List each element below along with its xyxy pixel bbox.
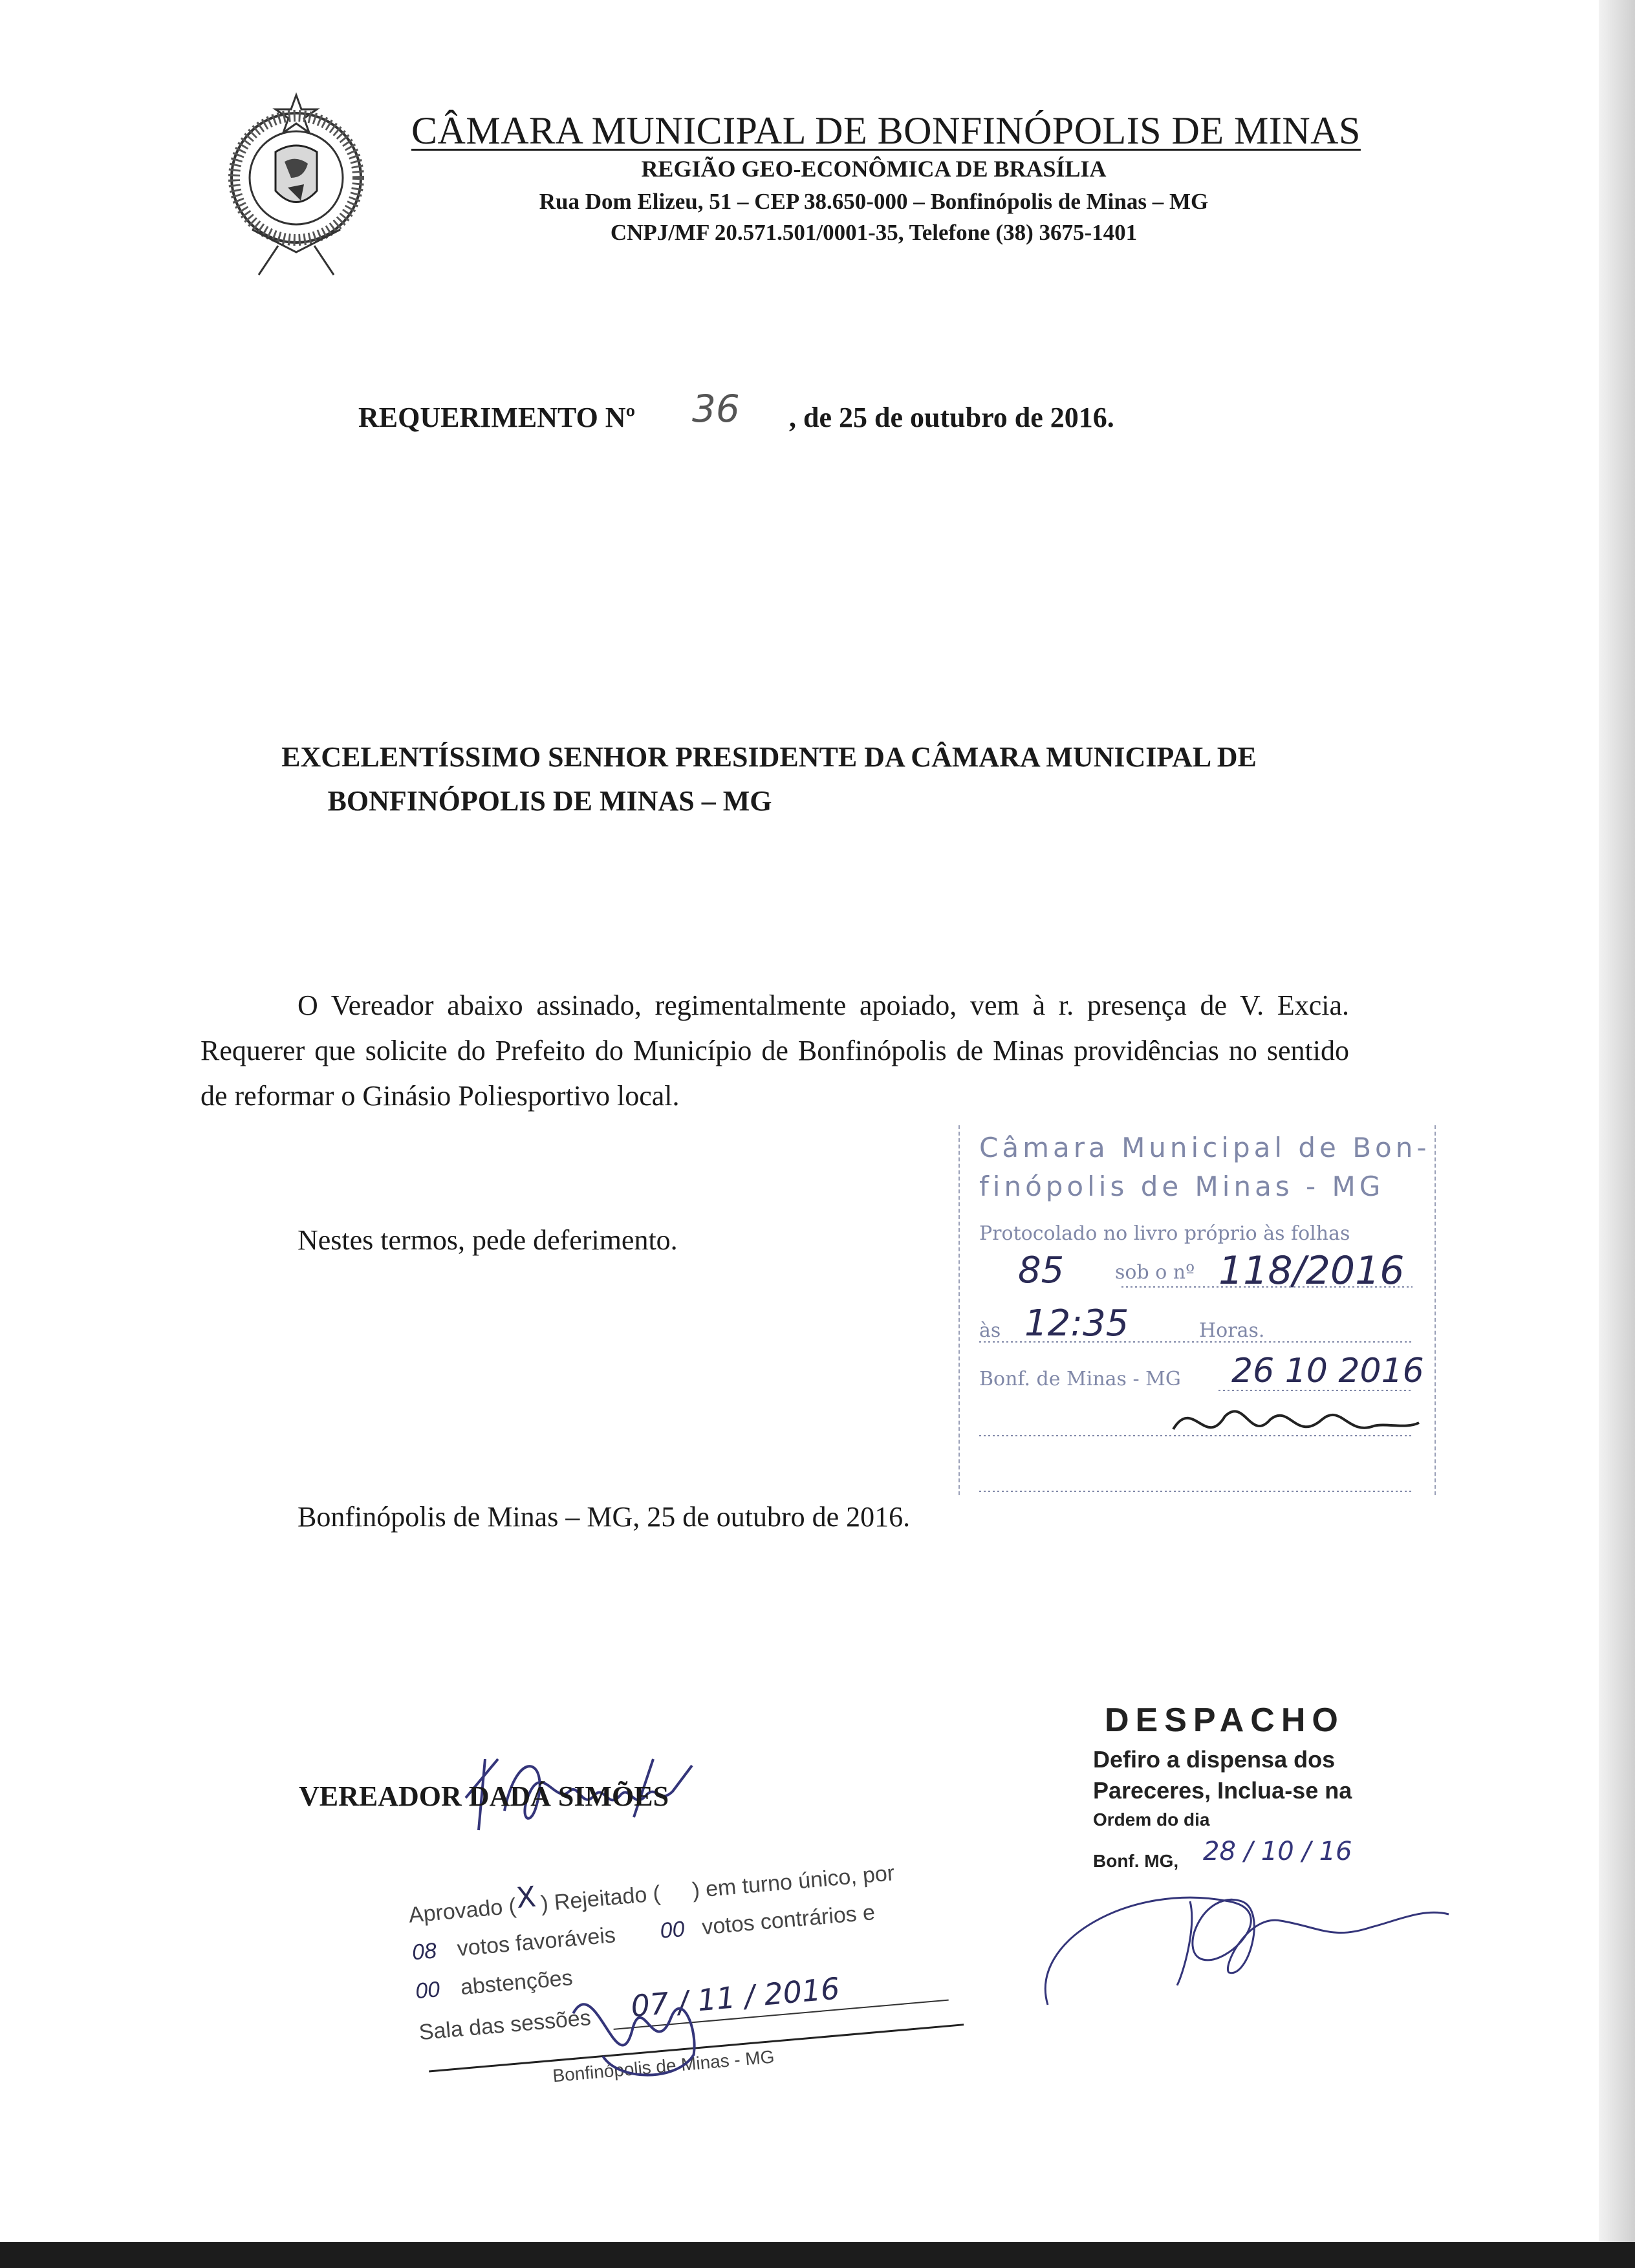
- despacho-date: 28 / 10 / 16: [1203, 1837, 1352, 1866]
- vote-session-label: Sala das sessões: [418, 2005, 592, 2046]
- vote-approved-label: Aprovado (: [407, 1894, 517, 1928]
- stamp-line-3: Protocolado no livro próprio às folhas: [979, 1222, 1350, 1245]
- vote-rejected-label: ) Rejeitado (: [539, 1881, 662, 1916]
- vote-stamp: [406, 1835, 991, 2091]
- stamp-time-prefix: às: [979, 1319, 1001, 1342]
- requerimento-date: , de 25 de outubro de 2016.: [789, 402, 1114, 433]
- scan-bottom-edge: [0, 2242, 1635, 2268]
- despacho-line-2: Pareceres, Inclua-se na: [1093, 1777, 1352, 1804]
- stamp-protocol-number: 118/2016: [1218, 1248, 1405, 1293]
- scan-page-edge: [1599, 0, 1635, 2268]
- vote-rules: [406, 1835, 992, 2104]
- stamp-line-2: finópolis de Minas - MG: [979, 1171, 1385, 1202]
- protocol-stamp: [958, 1125, 1436, 1495]
- requerimento-label: REQUERIMENTO Nº: [358, 402, 636, 433]
- stamp-line-1: Câmara Municipal de Bon-: [979, 1132, 1431, 1163]
- despacho-title: DESPACHO: [1105, 1701, 1345, 1739]
- despacho-line-3: Ordem do dia: [1093, 1809, 1210, 1830]
- region-subtitle: REGIÃO GEO-ECONÔMICA DE BRASÍLIA: [641, 156, 1107, 182]
- addressee-line-1: EXCELENTÍSSIMO SENHOR PRESIDENTE DA CÂMARA MUNICIPAL DE: [281, 741, 1257, 773]
- stamp-time-suffix: Horas.: [1199, 1319, 1265, 1342]
- vote-approved-mark: X: [515, 1880, 537, 1916]
- addressee-line-2: BONFINÓPOLIS DE MINAS – MG: [327, 785, 772, 817]
- vote-footer-place: Bonfinópolis de Minas - MG: [552, 2046, 775, 2086]
- vote-favor-label: votos favoráveis: [456, 1923, 617, 1961]
- vote-abstention-count: 00: [414, 1977, 441, 2004]
- signer-name: VEREADOR DADÁ SIMÕES: [299, 1780, 669, 1812]
- closing-text: Nestes termos, pede deferimento.: [298, 1224, 678, 1256]
- place-date: Bonfinópolis de Minas – MG, 25 de outubro de 2016.: [298, 1501, 911, 1533]
- institution-title: CÂMARA MUNICIPAL DE BONFINÓPOLIS DE MINAS: [411, 109, 1361, 152]
- despacho-line-1: Defiro a dispensa dos: [1093, 1746, 1336, 1773]
- stamp-date-prefix: Bonf. de Minas - MG: [979, 1368, 1181, 1390]
- requerimento-number: 36: [692, 387, 740, 431]
- vote-against-count: 00: [659, 1916, 686, 1943]
- despacho-signature: [1035, 1863, 1500, 2057]
- stamp-rules: [960, 1125, 1435, 1495]
- vote-favor-count: 08: [411, 1938, 438, 1965]
- stamp-line-4: sob o nº: [1115, 1261, 1195, 1284]
- municipal-seal-icon: [213, 81, 420, 288]
- despacho-line-4: Bonf. MG,: [1093, 1851, 1179, 1871]
- stamp-time: 12:35: [1024, 1302, 1129, 1345]
- vote-turn-label: ) em turno único, por: [691, 1861, 896, 1903]
- vote-against-label: votos contrários e: [700, 1900, 876, 1940]
- vote-session-date: 07 / 11 / 2016: [629, 1971, 841, 2024]
- stamp-date: 26 10 2016: [1231, 1352, 1424, 1390]
- vote-abstention-label: abstenções: [459, 1965, 574, 2000]
- request-body: O Vereador abaixo assinado, regimentalmente apoiado, vem à r. presença de V. Excia. Requerer que solicite do Prefeito do Município de Bonfinópolis de Minas providências no sentido de reformar o Ginásio Poliesportivo local.: [200, 989, 1349, 1112]
- stamp-sheet-number: 85: [1018, 1249, 1065, 1291]
- institution-address: Rua Dom Elizeu, 51 – CEP 38.650-000 – Bonfinópolis de Minas – MG: [539, 189, 1209, 214]
- institution-registry: CNPJ/MF 20.571.501/0001-35, Telefone (38) 3675-1401: [610, 220, 1138, 245]
